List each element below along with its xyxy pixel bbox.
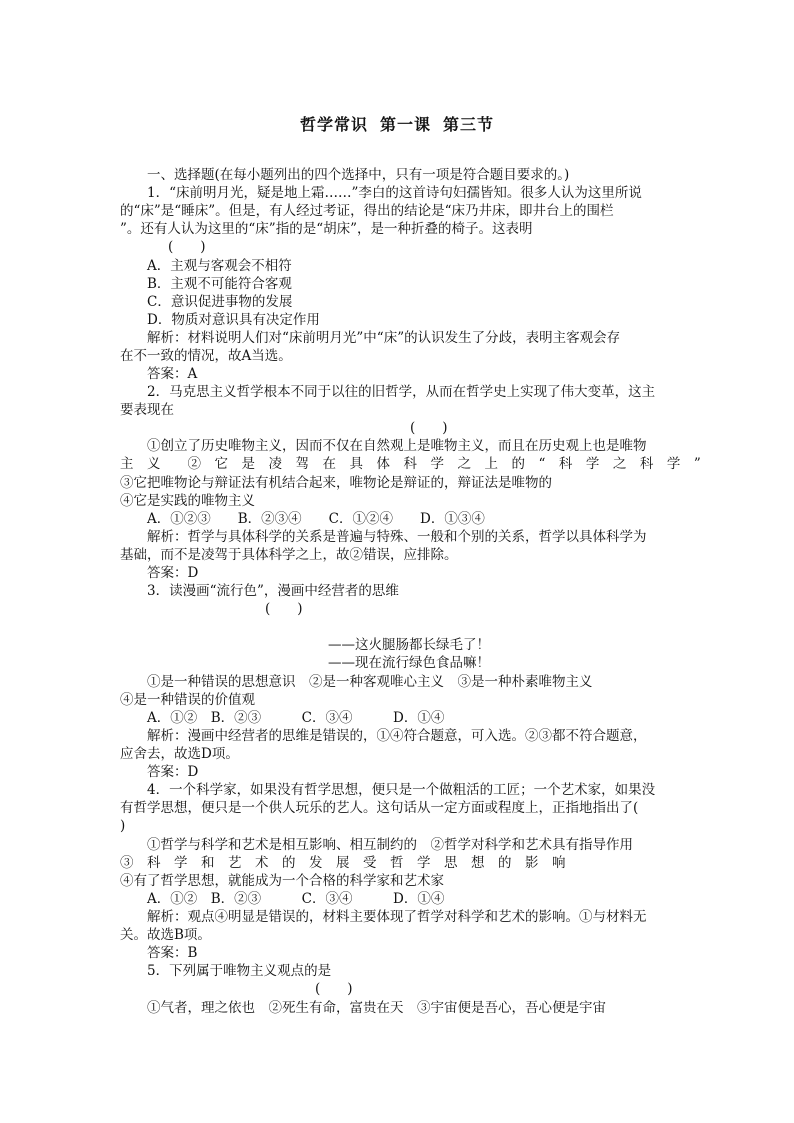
option-c: C．意识促进事物的发展 — [147, 294, 293, 310]
title-part-3: 第三节 — [443, 115, 495, 134]
question-1-stem: ”。还有人认为这里的“床”指的是“胡床”，是一种折叠的椅子。这表明 — [120, 221, 533, 237]
question-1-stem: 的“床”是“睡床”。但是，有人经过考证，得出的结论是“床乃井床，即井台上的围栏 — [120, 203, 614, 219]
statement-list: ④是一种错误的价值观 — [120, 692, 255, 708]
question-2-stem: 要表现在 — [120, 402, 174, 418]
statement-list: ③ 科 学 和 艺 术 的 发 展 受 哲 学 思 想 的 影 响 — [120, 855, 566, 871]
section-heading: 一、选择题(在每小题列出的四个选择中，只有一项是符合题目要求的。) — [147, 167, 570, 183]
analysis: 解析：观点④明显是错误的，材料主要体现了哲学对科学和艺术的影响。①与材料无 — [147, 909, 647, 925]
analysis: 解析：材料说明人们对“床前明月光”中“床”的认识发生了分歧，表明主客观会存 — [147, 330, 621, 346]
statement-list: ④有了哲学思想，就能成为一个合格的科学家和艺术家 — [120, 873, 444, 889]
cartoon-caption: ——这火腿肠都长绿毛了！ — [328, 637, 490, 653]
question-2-stem: 2．马克思主义哲学根本不同于以往的旧哲学，从而在哲学史上实现了伟大变革，这主 — [147, 384, 656, 400]
answer: 答案：B — [147, 945, 198, 961]
question-4-stem: 有哲学思想，便只是一个供人玩乐的艺人。这句话从一定方面或程度上，正指地指出了( — [120, 800, 639, 816]
statement-list: ③它把唯物论与辩证法有机结合起来，唯物论是辩证的，辩证法是唯物的 — [120, 475, 552, 491]
option-d: D．物质对意识具有决定作用 — [147, 312, 320, 328]
option-a: A．主观与客观会不相符 — [147, 258, 292, 274]
page-title — [0, 112, 794, 135]
answer-blank: ( ) — [410, 420, 448, 436]
question-5-stem: 5．下列属于唯物主义观点的是 — [147, 963, 332, 979]
answer: 答案：D — [147, 565, 199, 581]
options: A．①②③ B．②③④ C．①②④ D．①③④ — [147, 511, 485, 527]
option-b: B．主观不可能符合客观 — [147, 276, 292, 292]
question-1-stem: 1．“床前明月光，疑是地上霜……”李白的这首诗句妇孺皆知。很多人认为这里所说 — [147, 185, 642, 201]
options: A．①② B．②③ C．③④ D．①④ — [147, 710, 445, 726]
statement-list: ④它是实践的唯物主义 — [120, 493, 255, 509]
title-part-1: 哲学常识 — [299, 115, 368, 134]
title-part-2: 第一课 — [379, 115, 431, 134]
answer: 答案：A — [147, 366, 198, 382]
answer: 答案：D — [147, 764, 199, 780]
options: A．①② B．②③ C．③④ D．①④ — [147, 891, 445, 907]
answer-blank: ( ) — [168, 239, 206, 255]
question-3-stem: 3．读漫画“流行色”，漫画中经营者的思维 — [147, 583, 399, 599]
cartoon-caption: ——现在流行绿色食品嘛！ — [328, 655, 490, 671]
statement-list: ①是一种错误的思想意识 ②是一种客观唯心主义 ③是一种朴素唯物主义 — [147, 674, 593, 690]
statement-list: ①创立了历史唯物主义，因而不仅在自然观上是唯物主义，而且在历史观上也是唯物 — [147, 438, 647, 454]
analysis: 关。故选B项。 — [120, 927, 211, 943]
question-4-stem: ) — [120, 818, 126, 834]
analysis: 应舍去，故选D项。 — [120, 746, 239, 762]
question-4-stem: 4．一个科学家，如果没有哲学思想，便只是一个做粗活的工匠；一个艺术家，如果没 — [147, 782, 656, 798]
answer-blank: ( ) — [315, 981, 353, 997]
statement-list: ①哲学与科学和艺术是相互影响、相互制约的 ②哲学对科学和艺术具有指导作用 — [147, 837, 633, 853]
analysis: 解析：哲学与具体科学的关系是普遍与特殊、一般和个别的关系，哲学以具体科学为 — [147, 529, 647, 545]
statement-list: 主 义 ② 它 是 凌 驾 在 具 体 科 学 之 上 的 “ 科 学 之 科 学 ” — [120, 456, 701, 472]
statement-list: ①气者，理之依也 ②死生有命，富贵在天 ③宇宙便是吾心，吾心便是宇宙 — [147, 1000, 606, 1016]
analysis: 解析：漫画中经营者的思维是错误的，①④符合题意，可入选。②③都不符合题意， — [147, 728, 647, 744]
answer-blank: ( ) — [265, 601, 303, 617]
analysis: 基础，而不是凌驾于具体科学之上，故②错误，应排除。 — [120, 547, 458, 563]
analysis: 在不一致的情况，故A当选。 — [120, 348, 292, 364]
